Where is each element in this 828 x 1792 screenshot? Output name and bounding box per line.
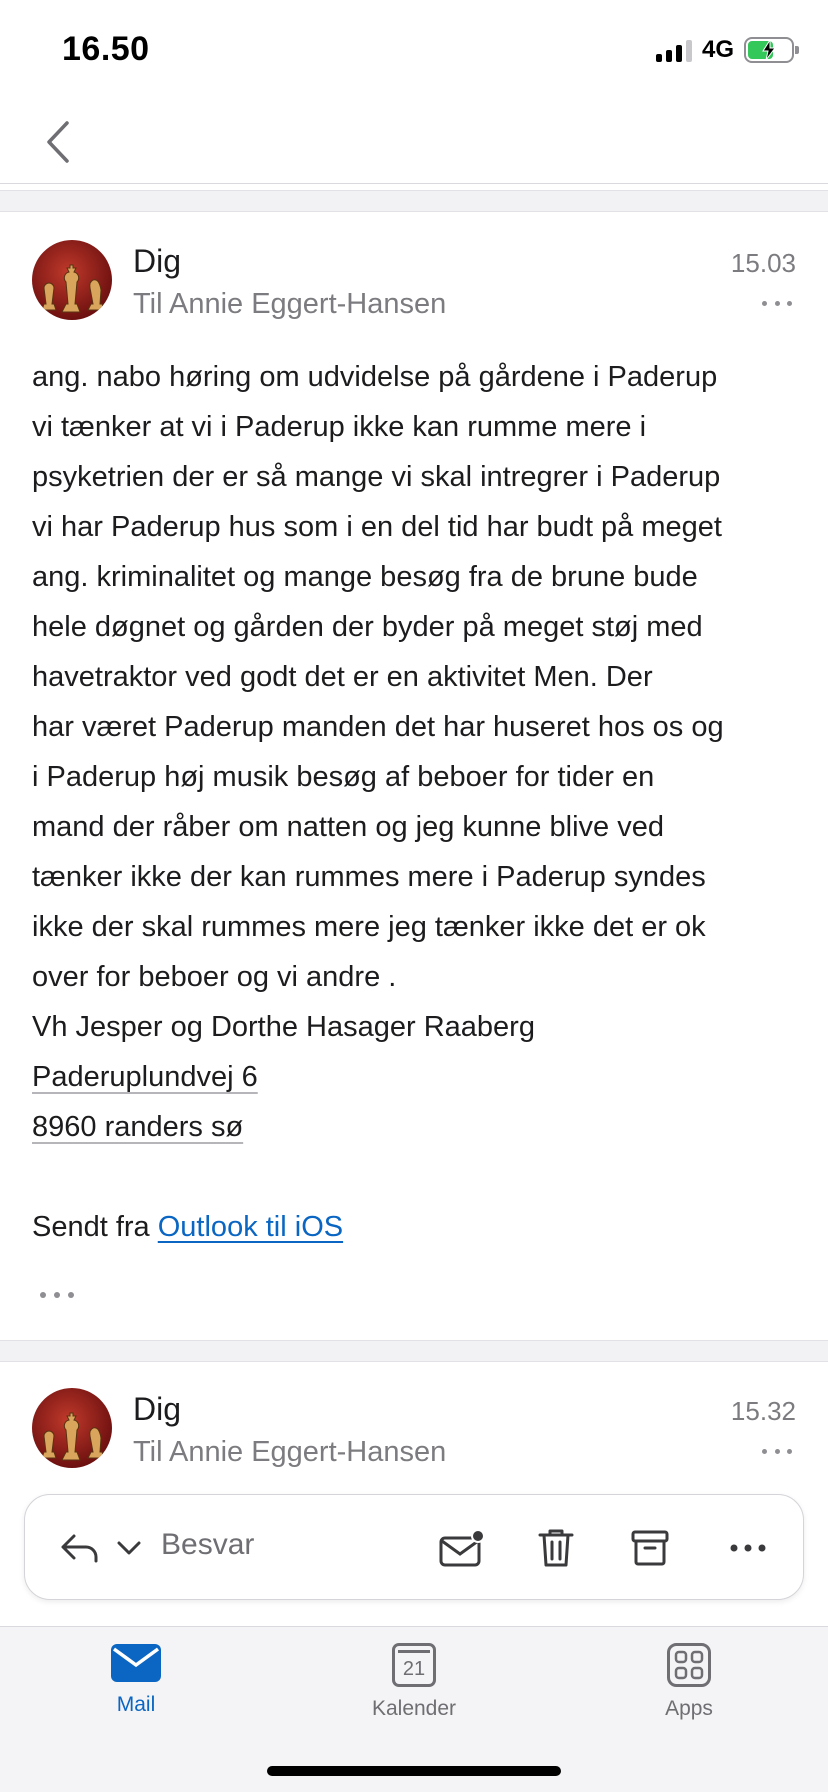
calendar-icon bbox=[392, 1643, 436, 1687]
recipient-line: Til Annie Eggert-Hansen bbox=[133, 288, 447, 320]
sent-from-text: Sendt fra bbox=[32, 1211, 158, 1243]
chess-pieces-icon bbox=[32, 1388, 112, 1468]
recipient-line: Til Annie Eggert-Hansen bbox=[133, 1436, 447, 1468]
dot-icon bbox=[762, 1449, 767, 1454]
avatar[interactable] bbox=[32, 1388, 112, 1468]
body-line: har været Paderup manden det har huseret hos os og bbox=[32, 711, 724, 743]
delete-button[interactable] bbox=[533, 1495, 579, 1601]
reply-options-dropdown[interactable] bbox=[111, 1495, 147, 1601]
dot-icon bbox=[787, 1449, 792, 1454]
postal-address-link[interactable]: 8960 randers sø bbox=[32, 1111, 244, 1143]
avatar[interactable] bbox=[32, 240, 112, 320]
message-more-button[interactable] bbox=[762, 1446, 792, 1456]
reply-button[interactable] bbox=[57, 1495, 103, 1601]
address-link[interactable]: Paderuplundvej 6 bbox=[32, 1061, 258, 1093]
body-line: vi har Paderup hus som i en del tid har budt på meget bbox=[32, 511, 722, 543]
dot-icon bbox=[40, 1292, 46, 1298]
dot-icon bbox=[787, 301, 792, 306]
dot-icon bbox=[775, 1449, 780, 1454]
battery-charging-icon bbox=[744, 37, 794, 63]
more-horizontal-icon bbox=[730, 1544, 766, 1552]
network-type: 4G bbox=[701, 36, 734, 63]
show-quoted-text-button[interactable] bbox=[40, 1292, 74, 1302]
reply-icon bbox=[60, 1533, 100, 1563]
message-action-bar bbox=[24, 1494, 804, 1600]
dot-icon bbox=[762, 301, 767, 306]
dot-icon bbox=[68, 1292, 74, 1298]
body-line: ang. kriminalitet og mange besøg fra de brune bude bbox=[32, 561, 698, 593]
body-line: mand der råber om natten og jeg kunne blive ved bbox=[32, 811, 664, 843]
tab-apps[interactable] bbox=[609, 1643, 769, 1721]
body-line: ikke der skal rummes mere jeg tænker ikke det er ok bbox=[32, 911, 706, 943]
thread-separator bbox=[0, 190, 828, 212]
message-time: 15.03 bbox=[730, 248, 796, 278]
status-indicators bbox=[656, 36, 794, 64]
tab-label: Mail bbox=[116, 1693, 156, 1716]
apps-grid-icon bbox=[667, 1643, 711, 1687]
status-time: 16.50 bbox=[62, 30, 150, 68]
chess-pieces-icon bbox=[32, 240, 112, 320]
calendar-date: 21 bbox=[402, 1657, 426, 1680]
message-time: 15.32 bbox=[730, 1396, 796, 1426]
tab-calendar[interactable] bbox=[334, 1643, 494, 1721]
chevron-down-icon bbox=[116, 1540, 142, 1556]
signature: Vh Jesper og Dorthe Hasager Raaberg bbox=[32, 1011, 535, 1043]
message-more-button[interactable] bbox=[762, 298, 792, 308]
body-line: ang. nabo høring om udvidelse på gårdene i Paderup bbox=[32, 361, 718, 393]
dot-icon bbox=[775, 301, 780, 306]
sender-name: Dig bbox=[133, 1391, 182, 1427]
archive-button[interactable] bbox=[627, 1495, 673, 1601]
body-line: havetraktor ved godt det er en aktivitet Men. Der bbox=[32, 661, 653, 693]
home-indicator[interactable] bbox=[267, 1766, 561, 1776]
chevron-left-icon bbox=[45, 120, 71, 164]
status-bar bbox=[0, 0, 828, 100]
reply-label[interactable]: Besvar bbox=[161, 1528, 255, 1561]
back-button[interactable] bbox=[38, 118, 78, 166]
sender-name: Dig bbox=[133, 243, 182, 279]
more-actions-button[interactable] bbox=[725, 1495, 771, 1601]
navigation-bar bbox=[0, 100, 828, 184]
tab-label: Apps bbox=[665, 1697, 713, 1720]
tab-label: Kalender bbox=[371, 1697, 457, 1720]
body-line: over for beboer og vi andre . bbox=[32, 961, 397, 993]
trash-icon bbox=[537, 1527, 575, 1569]
archive-icon bbox=[631, 1529, 669, 1567]
body-line: vi tænker at vi i Paderup ikke kan rumme mere i bbox=[32, 411, 647, 443]
mail-icon bbox=[110, 1643, 162, 1683]
body-line: hele døgnet og gården der byder på meget støj med bbox=[32, 611, 703, 643]
mark-unread-button[interactable] bbox=[437, 1495, 487, 1601]
body-line: tænker ikke der kan rummes mere i Paderup syndes bbox=[32, 861, 706, 893]
dot-icon bbox=[54, 1292, 60, 1298]
thread-separator bbox=[0, 1340, 828, 1362]
tab-mail[interactable] bbox=[56, 1643, 216, 1717]
message-body bbox=[32, 352, 802, 1252]
mail-unread-icon bbox=[439, 1529, 485, 1567]
cellular-signal-icon bbox=[656, 38, 692, 62]
body-line: psyketrien der er så mange vi skal intregrer i Paderup bbox=[32, 461, 721, 493]
outlook-ios-link[interactable]: Outlook til iOS bbox=[157, 1211, 344, 1243]
body-line: i Paderup høj musik besøg af beboer for tider en bbox=[32, 761, 655, 793]
